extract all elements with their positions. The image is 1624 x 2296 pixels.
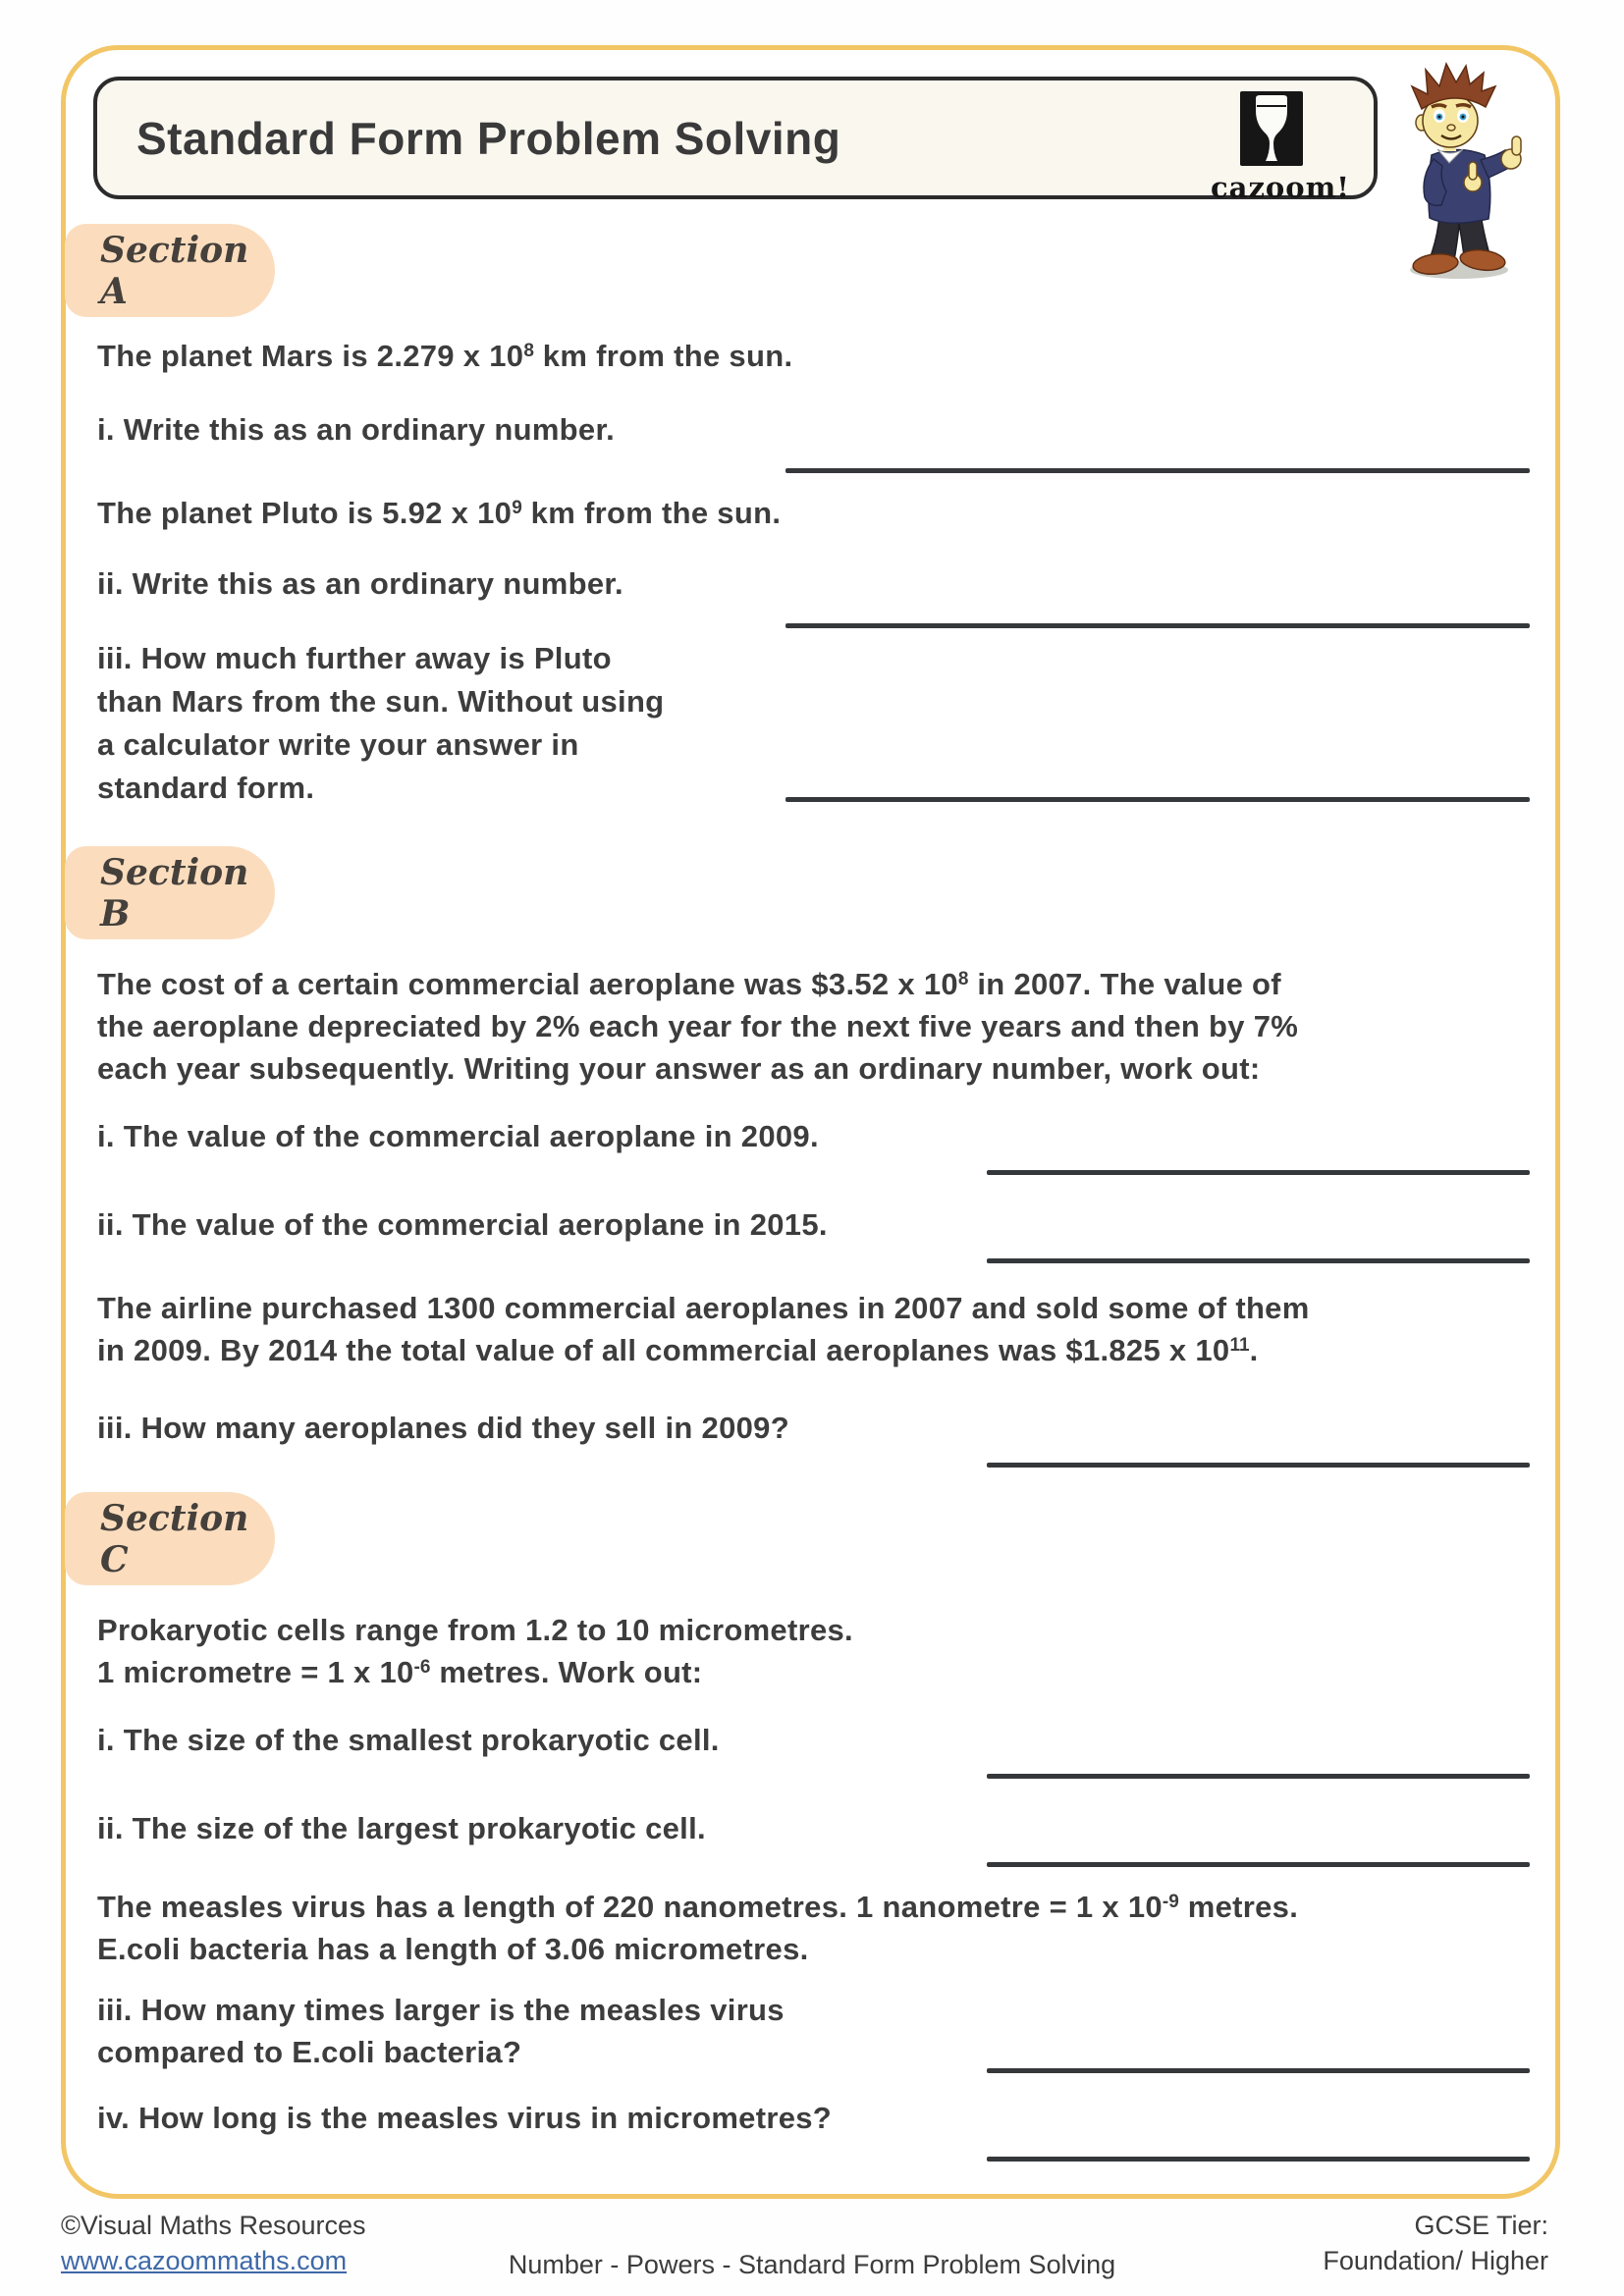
question-a-iii-line2: than Mars from the sun. Without using [97,684,665,719]
answer-line-b-iii [987,1463,1530,1468]
page-title: Standard Form Problem Solving [136,112,841,164]
answer-line-b-ii [987,1258,1530,1263]
question-b-iii: iii. How many aeroplanes did they sell in 2009? [97,1411,789,1445]
footer-copyright: ©Visual Maths Resources [61,2211,366,2240]
website-link[interactable]: www.cazoommaths.com [61,2246,348,2275]
section-a-intro-pluto: The planet Pluto is 5.92 x $10^9$ km from the sun. [97,496,782,530]
question-b-ii: ii. The value of the commercial aeroplane in 2015. [97,1207,828,1242]
footer-website [61,2246,347,2276]
section-b-intro-line3: each year subsequently. Writing your answer as an ordinary number, work out: [97,1051,1261,1086]
question-a-iii-line4: standard form. [97,771,315,805]
question-a-i: i. Write this as an ordinary number. [97,412,616,447]
answer-line-a-i [785,468,1530,473]
section-b-tab [65,846,275,939]
mascot-illustration [1402,61,1527,285]
question-c-iii-line1: iii. How many times larger is the measles virus [97,1993,785,2027]
section-b-intro2-line1: The airline purchased 1300 commercial aeroplanes in 2007 and sold some of them [97,1291,1310,1325]
answer-line-b-i [987,1170,1530,1175]
section-a-intro-mars: The planet Mars is 2.279 x $10^8$ km from the sun. [97,339,793,373]
section-b-label: Section B [100,851,249,934]
question-c-i: i. The size of the smallest prokaryotic cell. [97,1723,720,1757]
answer-line-c-iii [987,2068,1530,2073]
question-b-i: i. The value of the commercial aeroplane in 2009. [97,1119,819,1153]
section-a-tab [65,224,275,317]
title-box [93,77,1378,204]
section-a-label: Section A [100,229,249,312]
section-b-intro-line2: the aeroplane depreciated by 2% each year for the next five years and then by 7% [97,1009,1299,1043]
question-c-ii: ii. The size of the largest prokaryotic cell. [97,1811,706,1845]
cazoom-logo [1211,91,1351,204]
footer-topic: Number - Powers - Standard Form Problem Solving [508,2250,1116,2279]
section-c-intro2-line2: E.coli bacteria has a length of 3.06 micrometres. [97,1932,809,1966]
section-c-tab [65,1492,275,1585]
section-c-intro-line1: Prokaryotic cells range from 1.2 to 10 micrometres. [97,1613,853,1647]
question-c-iv: iv. How long is the measles virus in micrometres? [97,2101,833,2135]
section-c-intro-line2: 1 micrometre = 1 x $10^{-6}$ metres. Work out: [97,1655,703,1689]
question-a-iii-line1: iii. How much further away is Pluto [97,641,612,675]
question-a-ii: ii. Write this as an ordinary number. [97,566,623,601]
section-c-label: Section C [100,1497,249,1580]
question-a-iii-line3: a calculator write your answer in [97,727,579,762]
footer-tier-value: Foundation/ Higher [1323,2246,1548,2275]
logo-text: cazoom! [1211,171,1351,204]
section-b-intro2-line2: in 2009. By 2014 the total value of all commercial aeroplanes was $1.825 x $10^{11}$. [97,1333,1259,1367]
footer-tier-label: GCSE Tier: [1414,2211,1548,2240]
section-c-intro2-line1: The measles virus has a length of 220 nanometres. 1 nanometre = 1 x $10^{-9}$ metres. [97,1890,1299,1924]
answer-line-c-ii [987,1862,1530,1867]
drum-icon [1240,91,1303,168]
answer-line-c-i [987,1774,1530,1779]
question-c-iii-line2: compared to E.coli bacteria? [97,2035,522,2069]
answer-line-a-ii [785,623,1530,628]
answer-line-c-iv [987,2157,1530,2162]
answer-line-a-iii [785,797,1530,802]
section-b-intro-line1: The cost of a certain commercial aeroplane was $3.52 x $10^8$ in 2007. The value of [97,967,1281,1001]
